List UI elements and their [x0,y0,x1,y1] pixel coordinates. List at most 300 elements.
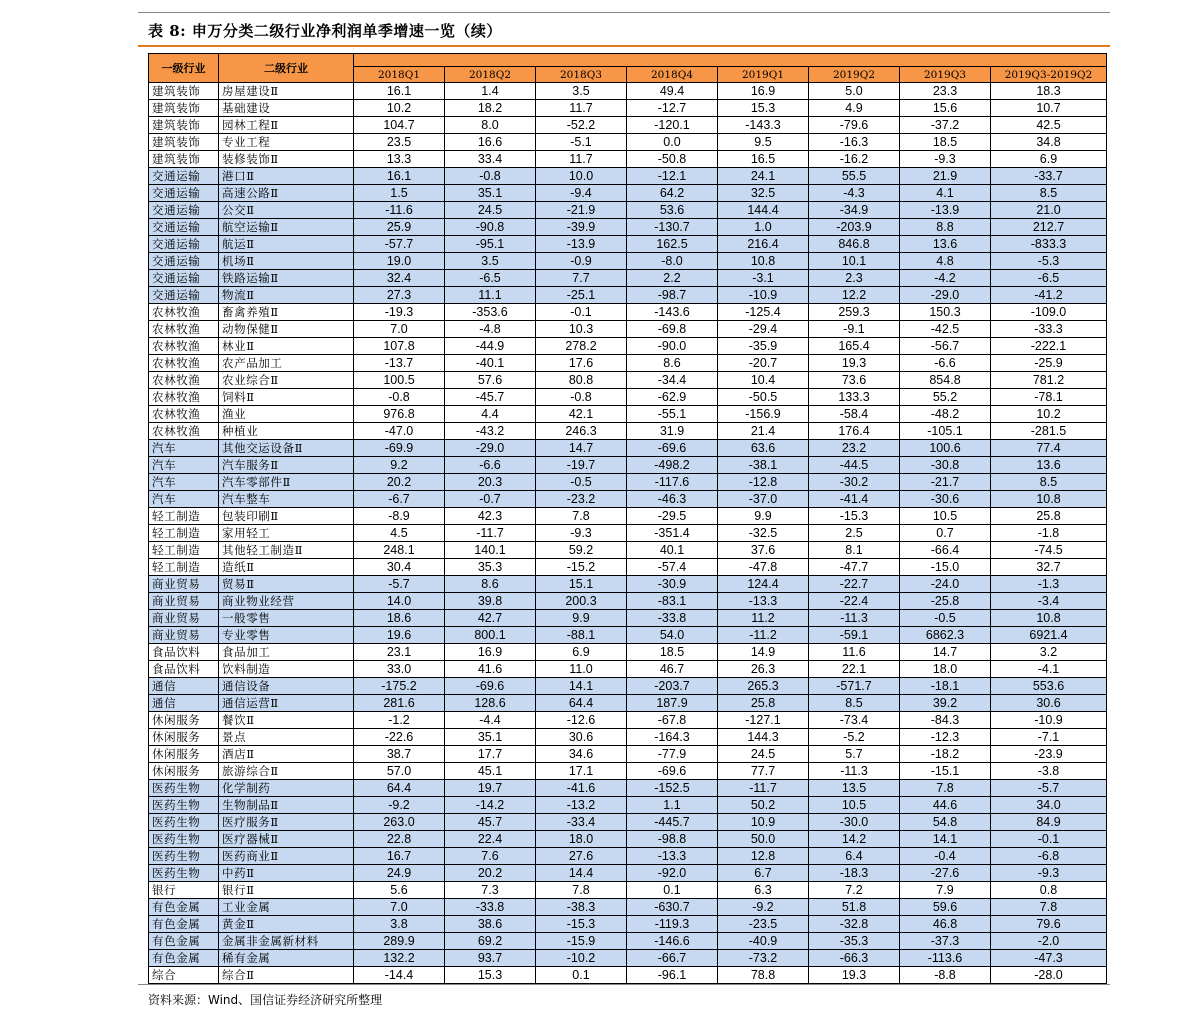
cell-value: 35.3 [445,559,536,576]
cell-value: 80.8 [536,372,627,389]
cell-value: -109.0 [991,304,1107,321]
cell-value: 24.1 [718,168,809,185]
cell-value: -25.9 [991,355,1107,372]
cell-value: -32.8 [809,916,900,933]
cell-value: -12.1 [627,168,718,185]
table-row [149,780,1107,797]
cell-level2-industry: 铁路运输Ⅱ [219,270,354,287]
table-row [149,406,1107,423]
table-row [149,134,1107,151]
cell-value: 26.3 [718,661,809,678]
cell-value: -66.3 [809,950,900,967]
cell-value: 846.8 [809,236,900,253]
cell-value: -44.9 [445,338,536,355]
cell-value: 5.0 [809,83,900,100]
cell-value: 63.6 [718,440,809,457]
cell-value: 9.9 [718,508,809,525]
cell-value: 100.5 [354,372,445,389]
cell-level2-industry: 畜禽养殖Ⅱ [219,304,354,321]
cell-value: 50.2 [718,797,809,814]
cell-level2-industry: 公交Ⅱ [219,202,354,219]
cell-level2-industry: 基础建设 [219,100,354,117]
cell-value: 0.0 [627,134,718,151]
cell-value: -29.5 [627,508,718,525]
header-quarter: 2019Q3-2019Q2 [991,67,1107,83]
cell-value: 20.2 [445,865,536,882]
cell-value: -120.1 [627,117,718,134]
cell-level1-industry: 休闲服务 [149,763,219,780]
cell-level2-industry: 饲料Ⅱ [219,389,354,406]
cell-value: 79.6 [991,916,1107,933]
cell-value: 132.2 [354,950,445,967]
cell-level2-industry: 园林工程Ⅱ [219,117,354,134]
cell-level1-industry: 有色金属 [149,933,219,950]
table-row [149,423,1107,440]
cell-value: -33.8 [445,899,536,916]
cell-value: 854.8 [900,372,991,389]
cell-level1-industry: 休闲服务 [149,712,219,729]
cell-level1-industry: 汽车 [149,491,219,508]
cell-value: 17.1 [536,763,627,780]
cell-value: 3.8 [354,916,445,933]
table-row [149,321,1107,338]
cell-value: -143.6 [627,304,718,321]
cell-value: 35.1 [445,185,536,202]
cell-value: 6.7 [718,865,809,882]
cell-value: 64.4 [536,695,627,712]
header-quarter: 2019Q3 [900,67,991,83]
cell-value: -12.7 [627,100,718,117]
cell-value: -43.2 [445,423,536,440]
cell-value: -117.6 [627,474,718,491]
cell-value: -19.7 [536,457,627,474]
cell-value: 42.1 [536,406,627,423]
cell-value: -30.0 [809,814,900,831]
table-row [149,916,1107,933]
cell-value: -12.3 [900,729,991,746]
cell-value: 16.1 [354,83,445,100]
cell-value: 4.8 [900,253,991,270]
cell-value: 20.2 [354,474,445,491]
cell-value: -74.5 [991,542,1107,559]
cell-level1-industry: 建筑装饰 [149,134,219,151]
cell-value: 10.3 [536,321,627,338]
cell-value: -50.5 [718,389,809,406]
cell-value: 11.0 [536,661,627,678]
cell-value: 10.8 [991,491,1107,508]
cell-value: -23.9 [991,746,1107,763]
table-row [149,253,1107,270]
cell-value: 38.6 [445,916,536,933]
cell-value: -48.2 [900,406,991,423]
cell-value: -11.7 [445,525,536,542]
cell-value: 8.0 [445,117,536,134]
industry-growth-table [148,53,1107,984]
cell-value: 187.9 [627,695,718,712]
cell-value: -88.1 [536,627,627,644]
cell-value: -52.2 [536,117,627,134]
header-blank-band [354,54,1107,67]
table-row [149,304,1107,321]
cell-value: -15.2 [536,559,627,576]
cell-level2-industry: 汽车整车 [219,491,354,508]
cell-level1-industry: 轻工制造 [149,508,219,525]
cell-value: 14.7 [900,644,991,661]
cell-value: -35.3 [809,933,900,950]
table-row [149,763,1107,780]
cell-value: 27.6 [536,848,627,865]
cell-value: -6.5 [445,270,536,287]
cell-level2-industry: 家用轻工 [219,525,354,542]
table-row [149,372,1107,389]
cell-value: 3.5 [536,83,627,100]
table-row [149,440,1107,457]
cell-value: 49.4 [627,83,718,100]
cell-value: 8.5 [991,185,1107,202]
cell-value: 6.4 [809,848,900,865]
cell-level1-industry: 食品饮料 [149,644,219,661]
table-row [149,542,1107,559]
cell-value: -30.9 [627,576,718,593]
cell-value: 41.6 [445,661,536,678]
table-row [149,865,1107,882]
cell-value: 24.9 [354,865,445,882]
cell-level2-industry: 工业金属 [219,899,354,916]
top-rule [138,12,1110,13]
table-row [149,525,1107,542]
cell-value: 6921.4 [991,627,1107,644]
cell-value: -78.1 [991,389,1107,406]
cell-level1-industry: 农林牧渔 [149,389,219,406]
cell-level1-industry: 商业贸易 [149,593,219,610]
cell-level2-industry: 动物保健Ⅱ [219,321,354,338]
cell-value: 44.6 [900,797,991,814]
cell-level2-industry: 旅游综合Ⅱ [219,763,354,780]
cell-value: -12.8 [718,474,809,491]
cell-value: -46.3 [627,491,718,508]
cell-value: -69.9 [354,440,445,457]
cell-value: -1.8 [991,525,1107,542]
cell-value: -98.8 [627,831,718,848]
cell-value: 9.2 [354,457,445,474]
table-row [149,100,1107,117]
cell-value: 0.7 [900,525,991,542]
cell-level2-industry: 其他交运设备Ⅱ [219,440,354,457]
cell-value: 16.9 [718,83,809,100]
cell-value: -3.8 [991,763,1107,780]
table-row [149,695,1107,712]
cell-value: -11.2 [718,627,809,644]
cell-level2-industry: 饮料制造 [219,661,354,678]
cell-value: -40.1 [445,355,536,372]
cell-value: -152.5 [627,780,718,797]
cell-level2-industry: 造纸Ⅱ [219,559,354,576]
cell-value: 14.0 [354,593,445,610]
cell-value: -164.3 [627,729,718,746]
cell-value: -0.7 [445,491,536,508]
cell-value: -30.8 [900,457,991,474]
table-row [149,219,1107,236]
table-row [149,729,1107,746]
cell-value: 216.4 [718,236,809,253]
cell-level2-industry: 专业工程 [219,134,354,151]
cell-value: -0.4 [900,848,991,865]
cell-value: -4.3 [809,185,900,202]
cell-level1-industry: 交通运输 [149,185,219,202]
cell-value: -18.3 [809,865,900,882]
cell-value: -13.9 [536,236,627,253]
cell-value: -351.4 [627,525,718,542]
cell-level2-industry: 汽车服务Ⅱ [219,457,354,474]
cell-value: -281.5 [991,423,1107,440]
cell-value: 18.6 [354,610,445,627]
cell-value: -203.9 [809,219,900,236]
cell-value: 25.9 [354,219,445,236]
cell-value: -37.3 [900,933,991,950]
table-row [149,576,1107,593]
cell-value: -90.8 [445,219,536,236]
cell-value: 54.8 [900,814,991,831]
cell-level1-industry: 医药生物 [149,814,219,831]
cell-value: 16.9 [445,644,536,661]
cell-value: -15.3 [536,916,627,933]
cell-level1-industry: 农林牧渔 [149,338,219,355]
cell-value: 4.4 [445,406,536,423]
cell-level2-industry: 通信设备 [219,678,354,695]
cell-value: -77.9 [627,746,718,763]
cell-value: 15.3 [445,967,536,984]
cell-value: -0.9 [536,253,627,270]
cell-value: 7.8 [536,882,627,899]
table-row [149,644,1107,661]
cell-level1-industry: 交通运输 [149,219,219,236]
cell-value: -25.1 [536,287,627,304]
cell-value: 19.3 [809,967,900,984]
cell-value: -9.2 [354,797,445,814]
cell-value: -34.9 [809,202,900,219]
cell-value: -9.3 [900,151,991,168]
cell-value: 24.5 [718,746,809,763]
cell-value: -4.2 [900,270,991,287]
title-rule [138,45,1110,47]
cell-value: 104.7 [354,117,445,134]
cell-value: 11.7 [536,151,627,168]
cell-value: 22.4 [445,831,536,848]
cell-value: 7.8 [991,899,1107,916]
cell-value: 8.6 [627,355,718,372]
cell-level2-industry: 商业物业经营 [219,593,354,610]
cell-level2-industry: 机场Ⅱ [219,253,354,270]
cell-value: 144.3 [718,729,809,746]
cell-value: -6.5 [991,270,1107,287]
cell-value: 42.7 [445,610,536,627]
cell-value: -12.6 [536,712,627,729]
cell-value: 59.6 [900,899,991,916]
cell-value: -40.9 [718,933,809,950]
cell-level1-industry: 食品饮料 [149,661,219,678]
cell-value: 150.3 [900,304,991,321]
cell-value: 22.8 [354,831,445,848]
cell-level1-industry: 农林牧渔 [149,304,219,321]
cell-value: 53.6 [627,202,718,219]
cell-level2-industry: 航运Ⅱ [219,236,354,253]
cell-level2-industry: 渔业 [219,406,354,423]
cell-value: 14.1 [900,831,991,848]
cell-value: -90.0 [627,338,718,355]
table-row [149,151,1107,168]
table-row [149,967,1107,984]
cell-value: 7.8 [900,780,991,797]
cell-value: -69.6 [445,678,536,695]
table-row [149,627,1107,644]
cell-value: 46.7 [627,661,718,678]
cell-value: 281.6 [354,695,445,712]
cell-value: -92.0 [627,865,718,882]
cell-value: -19.3 [354,304,445,321]
cell-value: 7.0 [354,899,445,916]
cell-value: 7.2 [809,882,900,899]
cell-value: 10.5 [809,797,900,814]
cell-level2-industry: 酒店Ⅱ [219,746,354,763]
cell-value: 10.8 [991,610,1107,627]
table-row [149,746,1107,763]
cell-level2-industry: 贸易Ⅱ [219,576,354,593]
cell-level2-industry: 中药Ⅱ [219,865,354,882]
cell-value: 15.3 [718,100,809,117]
cell-value: 30.6 [991,695,1107,712]
cell-value: -15.9 [536,933,627,950]
cell-value: 18.5 [627,644,718,661]
cell-value: 34.6 [536,746,627,763]
cell-value: 13.6 [991,457,1107,474]
cell-level1-industry: 交通运输 [149,270,219,287]
cell-value: 23.3 [900,83,991,100]
cell-value: -69.6 [627,763,718,780]
cell-value: 10.2 [354,100,445,117]
cell-level2-industry: 医疗器械Ⅱ [219,831,354,848]
cell-value: 23.2 [809,440,900,457]
cell-value: -15.3 [809,508,900,525]
cell-value: -222.1 [991,338,1107,355]
cell-value: -13.7 [354,355,445,372]
cell-value: 16.1 [354,168,445,185]
cell-value: 34.0 [991,797,1107,814]
table-row [149,270,1107,287]
cell-value: -22.4 [809,593,900,610]
cell-level2-industry: 农业综合Ⅱ [219,372,354,389]
cell-value: 19.3 [809,355,900,372]
header-quarter: 2018Q1 [354,67,445,83]
cell-level1-industry: 商业贸易 [149,610,219,627]
cell-level1-industry: 交通运输 [149,287,219,304]
cell-value: 54.0 [627,627,718,644]
cell-value: 1.0 [718,219,809,236]
cell-value: 27.3 [354,287,445,304]
cell-value: 16.5 [718,151,809,168]
cell-value: -35.9 [718,338,809,355]
cell-value: 64.2 [627,185,718,202]
cell-value: 45.7 [445,814,536,831]
cell-value: -18.1 [900,678,991,695]
cell-value: -96.1 [627,967,718,984]
cell-value: 248.1 [354,542,445,559]
cell-value: -0.8 [536,389,627,406]
cell-level2-industry: 汽车零部件Ⅱ [219,474,354,491]
cell-value: -4.8 [445,321,536,338]
cell-value: 10.9 [718,814,809,831]
cell-value: -105.1 [900,423,991,440]
cell-value: -30.2 [809,474,900,491]
cell-value: 23.5 [354,134,445,151]
cell-value: -41.6 [536,780,627,797]
cell-value: 15.1 [536,576,627,593]
cell-value: 45.1 [445,763,536,780]
cell-value: 32.7 [991,559,1107,576]
cell-value: 39.8 [445,593,536,610]
cell-value: 18.2 [445,100,536,117]
cell-value: -29.0 [900,287,991,304]
cell-level2-industry: 化学制药 [219,780,354,797]
cell-value: 100.6 [900,440,991,457]
cell-value: 22.1 [809,661,900,678]
cell-value: 0.8 [991,882,1107,899]
cell-value: 800.1 [445,627,536,644]
cell-value: -11.7 [718,780,809,797]
cell-level1-industry: 轻工制造 [149,559,219,576]
cell-value: 34.8 [991,134,1107,151]
cell-level1-industry: 休闲服务 [149,746,219,763]
cell-value: -6.6 [445,457,536,474]
cell-value: 20.3 [445,474,536,491]
cell-value: 0.1 [627,882,718,899]
cell-value: -6.8 [991,848,1107,865]
cell-value: 38.7 [354,746,445,763]
cell-value: 7.3 [445,882,536,899]
cell-level1-industry: 银行 [149,882,219,899]
cell-value: 19.6 [354,627,445,644]
cell-value: 259.3 [809,304,900,321]
cell-level1-industry: 医药生物 [149,831,219,848]
cell-value: -6.6 [900,355,991,372]
cell-level1-industry: 休闲服务 [149,729,219,746]
cell-value: -13.2 [536,797,627,814]
cell-value: -22.6 [354,729,445,746]
cell-value: -127.1 [718,712,809,729]
cell-value: -203.7 [627,678,718,695]
cell-value: 4.9 [809,100,900,117]
cell-value: 69.2 [445,933,536,950]
cell-level1-industry: 农林牧渔 [149,372,219,389]
cell-level2-industry: 物流Ⅱ [219,287,354,304]
cell-value: -445.7 [627,814,718,831]
cell-value: 7.9 [900,882,991,899]
cell-value: -630.7 [627,899,718,916]
cell-value: 73.6 [809,372,900,389]
table-row [149,457,1107,474]
cell-value: -18.2 [900,746,991,763]
table-row [149,287,1107,304]
cell-value: 5.6 [354,882,445,899]
cell-value: 18.0 [536,831,627,848]
cell-value: 30.4 [354,559,445,576]
table-row [149,814,1107,831]
cell-value: 10.0 [536,168,627,185]
cell-value: 10.5 [900,508,991,525]
cell-value: -24.0 [900,576,991,593]
cell-level1-industry: 建筑装饰 [149,83,219,100]
cell-level1-industry: 综合 [149,967,219,984]
cell-value: 57.0 [354,763,445,780]
